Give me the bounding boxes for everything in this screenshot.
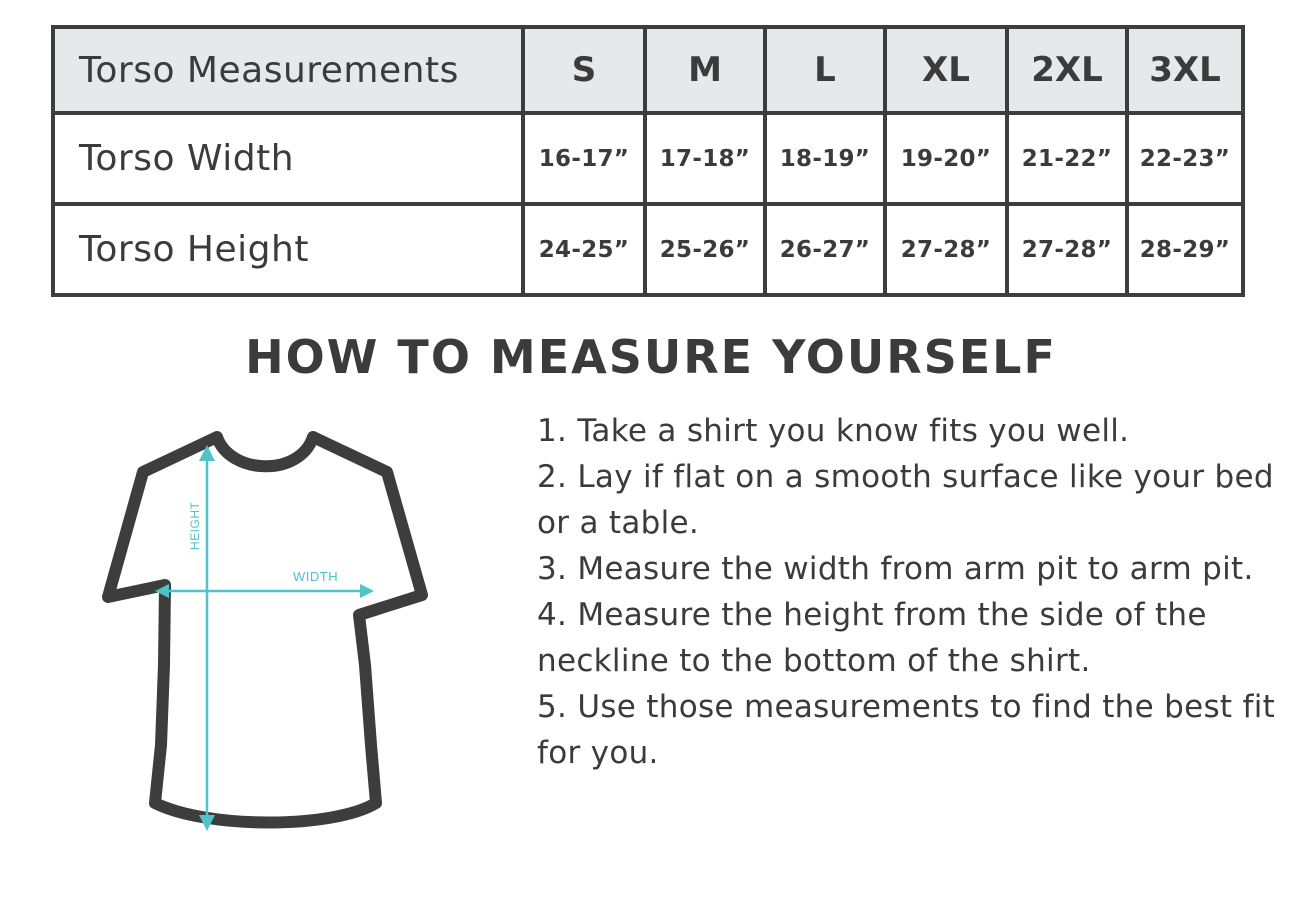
width-label: WIDTH bbox=[293, 569, 339, 584]
list-item: 4. Measure the height from the side of the neckline to the bottom of the shirt. bbox=[537, 597, 1207, 679]
row-label-height: Torso Height bbox=[53, 204, 523, 295]
table-cell: 27-28” bbox=[1007, 204, 1127, 295]
size-header-l: L bbox=[765, 27, 885, 113]
list-item: 2. Lay if flat on a smooth surface like your bed or a table. bbox=[537, 459, 1274, 541]
how-to-measure-title: HOW TO MEASURE YOURSELF bbox=[245, 330, 1057, 384]
table-cell: 24-25” bbox=[523, 204, 645, 295]
measure-steps-list bbox=[537, 408, 1277, 776]
list-item: 5. Use those measurements to find the best fit for you. bbox=[537, 689, 1276, 771]
table-cell: 27-28” bbox=[885, 204, 1007, 295]
table-cell: 26-27” bbox=[765, 204, 885, 295]
table-cell: 19-20” bbox=[885, 113, 1007, 204]
header-label: Torso Measurements bbox=[53, 27, 523, 113]
size-header-xl: XL bbox=[885, 27, 1007, 113]
table-cell: 25-26” bbox=[645, 204, 765, 295]
table-row bbox=[53, 113, 1243, 204]
size-header-m: M bbox=[645, 27, 765, 113]
table-cell: 17-18” bbox=[645, 113, 765, 204]
table-row bbox=[53, 204, 1243, 295]
list-item: 3. Measure the width from arm pit to arm pit. bbox=[537, 551, 1254, 587]
table-cell: 22-23” bbox=[1127, 113, 1243, 204]
width-arrow-head-right bbox=[360, 584, 374, 598]
size-header-3xl: 3XL bbox=[1127, 27, 1243, 113]
size-header-2xl: 2XL bbox=[1007, 27, 1127, 113]
table-cell: 16-17” bbox=[523, 113, 645, 204]
row-label-width: Torso Width bbox=[53, 113, 523, 204]
shirt-outline bbox=[108, 437, 422, 823]
size-header-s: S bbox=[523, 27, 645, 113]
table-cell: 28-29” bbox=[1127, 204, 1243, 295]
table-cell: 21-22” bbox=[1007, 113, 1127, 204]
list-item: 1. Take a shirt you know fits you well. bbox=[537, 413, 1130, 449]
table-header-row bbox=[53, 27, 1243, 113]
table-cell: 18-19” bbox=[765, 113, 885, 204]
size-chart-table bbox=[51, 25, 1245, 297]
height-label: HEIGHT bbox=[188, 501, 202, 550]
shirt-diagram bbox=[95, 425, 435, 845]
